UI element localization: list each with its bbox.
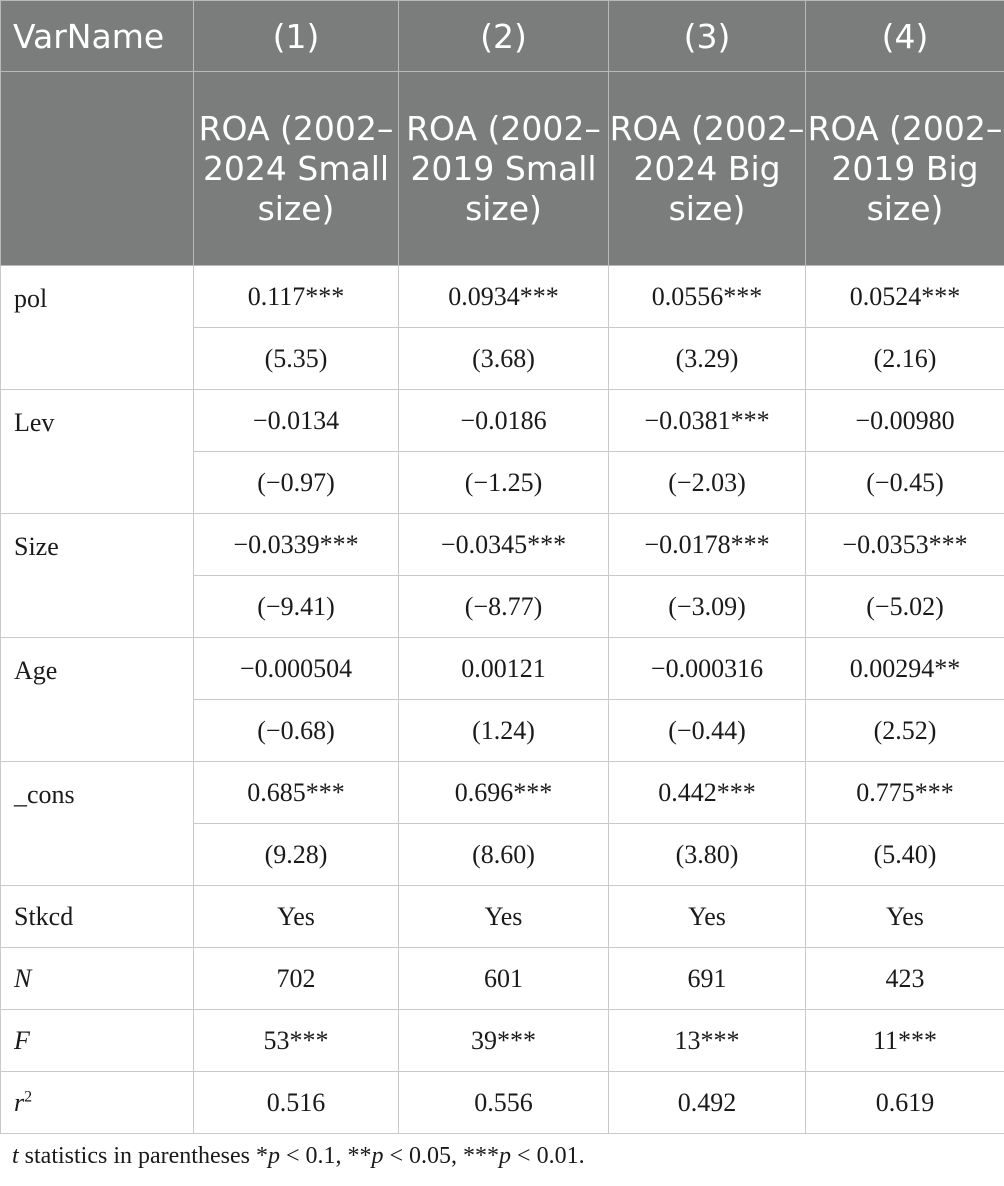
header-varname: VarName [1,1,194,72]
stat-cell: Yes [806,886,1004,948]
tstat-cell: (5.40) [806,824,1004,886]
row-label-size: Size [1,514,194,638]
row-label-stkcd: Stkcd [1,886,194,948]
tstat-cell: (5.35) [194,328,399,390]
note-p-1: p [267,1143,280,1169]
stat-cell: 0.619 [806,1072,1004,1134]
coef-cell: −0.0353*** [806,514,1004,576]
tstat-cell: (−0.68) [194,700,399,762]
note-p-3: p [499,1143,512,1169]
tstat-cell: (8.60) [399,824,609,886]
table-row [1,948,1004,1010]
tstat-cell: (−0.44) [609,700,806,762]
note-t: t [12,1143,19,1169]
note-text-3: < 0.05, *** [383,1143,500,1169]
tstat-cell: (−2.03) [609,452,806,514]
stat-cell: 11*** [806,1010,1004,1072]
coef-cell: −0.000504 [194,638,399,700]
coef-cell: 0.0934*** [399,266,609,328]
header-col-2-number: (2) [399,1,609,72]
row-label-r2 [1,1072,194,1134]
coef-cell: −0.0339*** [194,514,399,576]
tstat-cell: (2.16) [806,328,1004,390]
header-col-4-label: ROA (2002–2019 Big size) [806,72,1004,266]
stat-cell: 0.556 [399,1072,609,1134]
note-text-1: statistics in parentheses * [18,1143,268,1169]
tstat-cell: (−3.09) [609,576,806,638]
header-col-1-label: ROA (2002–2024 Small size) [194,72,399,266]
row-label-lev: Lev [1,390,194,514]
coef-cell: −0.00980 [806,390,1004,452]
tstat-cell: (−0.97) [194,452,399,514]
stat-cell: 39*** [399,1010,609,1072]
coef-cell: −0.0381*** [609,390,806,452]
tstat-cell: (2.52) [806,700,1004,762]
note-text-2: < 0.1, ** [279,1143,372,1169]
r-symbol: r [14,1087,25,1117]
coef-cell: −0.0134 [194,390,399,452]
stat-cell: 0.492 [609,1072,806,1134]
coef-cell: 0.442*** [609,762,806,824]
stat-cell: 702 [194,948,399,1010]
row-label-pol: pol [1,266,194,390]
coef-cell: 0.00294** [806,638,1004,700]
f-symbol: F [14,1025,30,1055]
tstat-cell: (−0.45) [806,452,1004,514]
tstat-cell: (−5.02) [806,576,1004,638]
table-row [1,514,1004,576]
stat-cell: 0.516 [194,1072,399,1134]
stat-cell: 53*** [194,1010,399,1072]
n-symbol: N [14,963,32,993]
coef-cell: 0.696*** [399,762,609,824]
table-footnote [12,1143,585,1170]
stat-cell: 691 [609,948,806,1010]
tstat-cell: (3.68) [399,328,609,390]
coef-cell: 0.685*** [194,762,399,824]
tstat-cell: (3.29) [609,328,806,390]
row-label-cons: _cons [1,762,194,886]
row-label-f [1,1010,194,1072]
coef-cell: 0.117*** [194,266,399,328]
table-row [1,390,1004,452]
row-label-n [1,948,194,1010]
coef-cell: 0.00121 [399,638,609,700]
coef-cell: −0.0178*** [609,514,806,576]
table-row [1,638,1004,700]
header-col-2-label: ROA (2002–2019 Small size) [399,72,609,266]
stat-cell: 423 [806,948,1004,1010]
stat-cell: Yes [194,886,399,948]
stat-cell: Yes [399,886,609,948]
note-p-2: p [371,1143,384,1169]
tstat-cell: (−1.25) [399,452,609,514]
r-superscript: 2 [24,1087,33,1105]
header-col-1-number: (1) [194,1,399,72]
table-row [1,886,1004,948]
coef-cell: 0.775*** [806,762,1004,824]
coef-cell: −0.0186 [399,390,609,452]
header-col-3-number: (3) [609,1,806,72]
header-varname-blank [1,72,194,266]
tstat-cell: (9.28) [194,824,399,886]
stat-cell: 13*** [609,1010,806,1072]
table-row [1,762,1004,824]
tstat-cell: (−8.77) [399,576,609,638]
coef-cell: 0.0524*** [806,266,1004,328]
tstat-cell: (1.24) [399,700,609,762]
coef-cell: −0.0345*** [399,514,609,576]
table-row [1,1072,1004,1134]
header-col-3-label: ROA (2002–2024 Big size) [609,72,806,266]
stat-cell: 601 [399,948,609,1010]
stat-cell: Yes [609,886,806,948]
coef-cell: −0.000316 [609,638,806,700]
row-label-age: Age [1,638,194,762]
tstat-cell: (−9.41) [194,576,399,638]
coef-cell: 0.0556*** [609,266,806,328]
header-col-4-number: (4) [806,1,1004,72]
table-row [1,266,1004,328]
note-text-4: < 0.01. [511,1143,585,1169]
tstat-cell: (3.80) [609,824,806,886]
table-row [1,1010,1004,1072]
